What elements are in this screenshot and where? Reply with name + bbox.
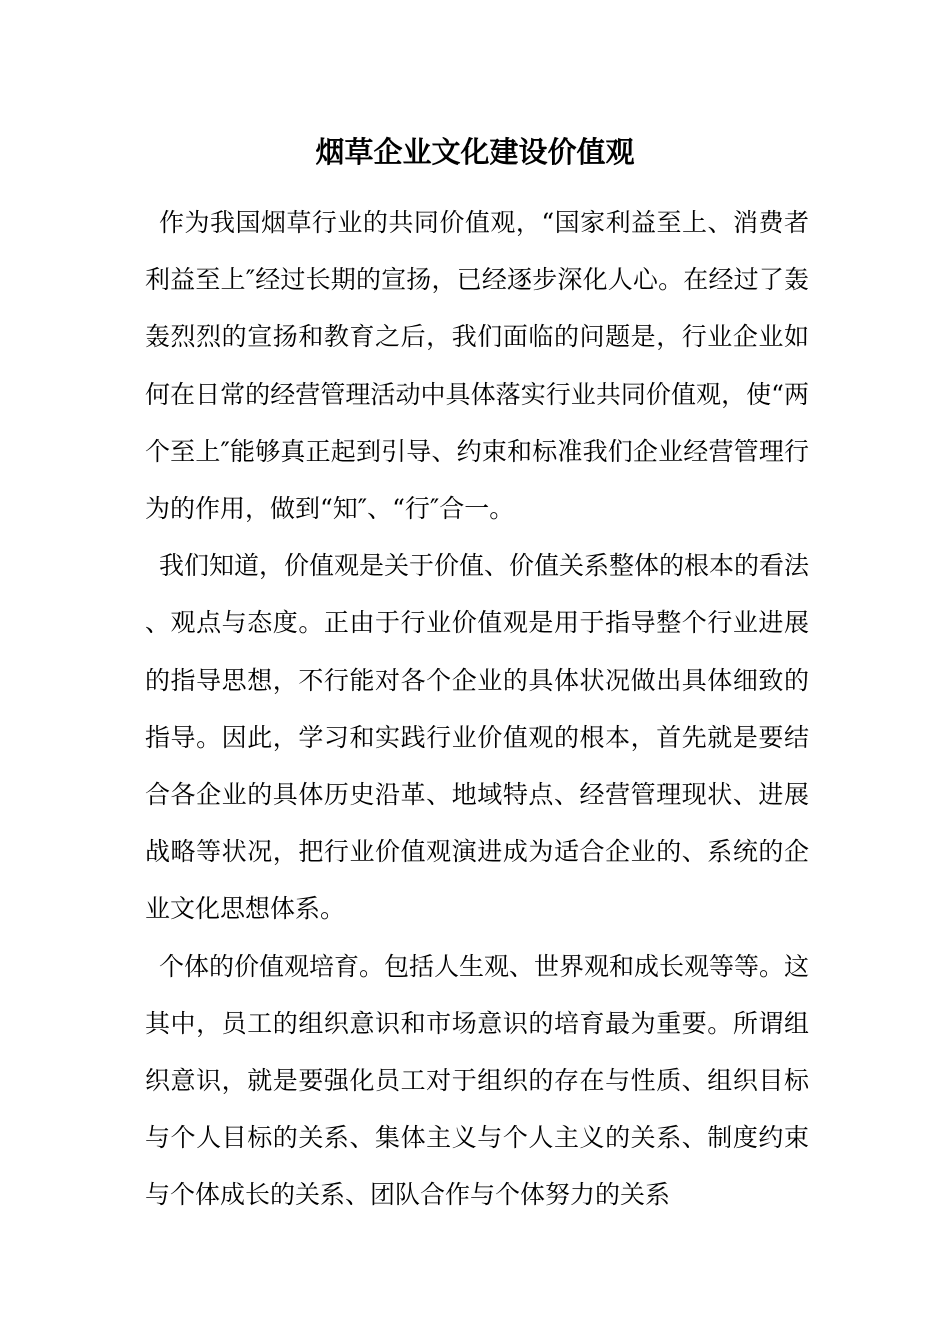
paragraph: 个体的价值观培育。包括人生观、世界观和成长观等等。这其中，员工的组织意识和市场意识的培育最为重要。所谓组织意识，就是要强化员工对于组织的存在与性质、组织目标与个人目标的关系、集体主义与个人主义的关系、制度约束与个体成长的关系、团队合作与个体努力的关系 (145, 951, 810, 1210)
paragraph: 作为我国烟草行业的共同价值观，“国家利益至上、消费者利益至上″经过长期的宣扬，已经逐步深化人心。在经过了轰轰烈烈的宣扬和教育之后，我们面临的问题是，行业企业如何在日常的经营管理活动中具体落实行业共同价值观，使“两个至上″能够真正起到引导、约束和标准我们企业经营管理行为的作用，做到“知″、“行″合一。 (145, 208, 809, 524)
paragraph: 我们知道，价值观是关于价值、价值关系整体的根本的看法、观点与态度。正由于行业价值观是用于指导整个行业进展的指导思想，不行能对各个企业的具体状况做出具体细致的指导。因此，学习和实践行业价值观的根本，首先就是要结合各企业的具体历史沿革、地域特点、经营管理现状、进展战略等状况，把行业价值观演进成为适合企业的、系统的企业文化思想体系。 (145, 551, 810, 924)
document-body (145, 194, 809, 1224)
document-title: 烟草企业文化建设价值观 (315, 135, 635, 169)
